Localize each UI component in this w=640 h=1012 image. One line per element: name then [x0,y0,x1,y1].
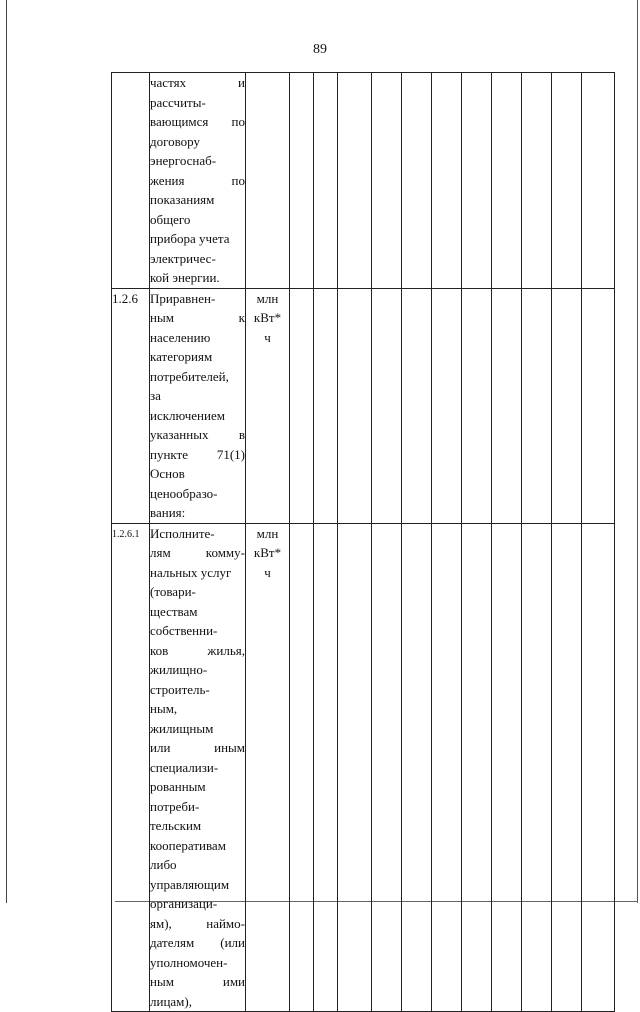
row-description [150,288,246,523]
description-text: общего [150,211,191,227]
value-cell [290,73,314,289]
value-cell [522,288,552,523]
data-table [111,72,615,1012]
description-line [150,602,245,622]
description-line [150,249,245,269]
description-text: ществам [150,603,198,619]
description-text: электричес- [150,250,216,266]
description-text: потреби- [150,798,200,814]
description-text: управляющим [150,876,230,892]
description-text: рованным [150,779,206,794]
row-description [150,523,246,1012]
description-text-end: жилья, [207,642,245,658]
description-line [150,563,245,583]
description-line [150,484,245,504]
description-text-end: и [238,75,245,90]
description-text: (товари- [150,584,196,599]
description-line [150,289,245,309]
description-text: собственни- [150,623,218,638]
description-line [150,953,245,973]
description-text: нальных услуг [150,564,232,580]
description-text: населению [150,329,211,345]
description-line [150,738,245,758]
description-line [150,524,245,544]
unit-text: млн [256,290,279,306]
description-line [150,132,245,152]
description-line [150,171,245,191]
description-text: Приравнен- [150,290,216,306]
value-cell [432,288,462,523]
description-line [150,464,245,484]
description-line [150,875,245,895]
description-text: частях [150,75,187,90]
value-cell [314,288,338,523]
description-text-end: ими [222,974,245,989]
value-cell [462,73,492,289]
unit-text: млн [256,525,279,541]
description-text-end: к [238,310,245,325]
description-line [150,855,245,875]
page-number: 89 [313,42,327,57]
description-line [150,699,245,719]
description-text-end: по [231,172,245,188]
value-cell [552,288,582,523]
table-row [112,73,615,289]
value-cell [582,73,615,289]
value-cell [552,523,582,1012]
description-text-end: комму- [205,545,245,560]
description-text: категориям [150,349,213,364]
description-line [150,425,245,445]
row-unit [246,523,290,1012]
description-text: указанных [150,427,209,442]
description-line [150,367,245,387]
description-line [150,933,245,953]
description-text-end: (или [220,935,245,950]
value-cell [462,288,492,523]
value-cell [402,73,432,289]
description-line [150,93,245,113]
value-cell [582,288,615,523]
description-text: дателям [150,935,195,950]
description-line [150,503,245,523]
description-line [150,992,245,1012]
description-line [150,112,245,132]
value-cell [290,523,314,1012]
description-text: жилищно- [150,662,208,677]
row-number: 1.2.6 [112,288,150,523]
description-text-end: 71(1) [216,446,245,462]
description-line [150,797,245,817]
description-text: кооперативам [150,837,226,853]
table-row [112,523,615,1012]
description-text: либо [150,857,177,872]
description-line [150,972,245,992]
description-text-end: иным [214,740,245,755]
value-cell [314,73,338,289]
value-cell [462,523,492,1012]
description-line [150,894,245,914]
description-line [150,660,245,680]
table-row [112,288,615,523]
value-cell [372,523,402,1012]
description-line [150,386,245,406]
description-text: за [150,388,161,403]
description-text: лям [150,545,171,560]
description-line [150,210,245,230]
description-text: организаци- [150,896,218,911]
description-line [150,543,245,563]
description-text: рассчиты- [150,94,206,110]
description-text: или [150,740,171,755]
value-cell [338,73,372,289]
description-line [150,816,245,836]
description-text: Исполните- [150,525,215,541]
description-line [150,347,245,367]
description-line [150,582,245,602]
row-unit [246,73,290,289]
description-text: кой энергии. [150,270,220,285]
description-text: жения [150,172,185,188]
row-number: 1.2.6.1 [112,523,150,1012]
description-text: исключением [150,407,225,423]
value-cell [338,523,372,1012]
row-number [112,73,150,289]
description-text: ным [150,310,174,325]
description-text: ным, [150,701,178,716]
description-text: вающимся [150,114,209,129]
description-text: потребителей, [150,368,229,384]
unit-text: ч [264,564,271,580]
description-line [150,621,245,641]
description-line [150,190,245,210]
description-text-end: по [231,114,245,129]
value-cell [492,288,522,523]
description-text-end: в [238,427,245,442]
value-cell [432,523,462,1012]
value-cell [552,73,582,289]
description-text: лицам), [150,993,192,1009]
description-text: специализи- [150,759,219,775]
description-line [150,268,245,288]
row-unit [246,288,290,523]
unit-text: кВт* [253,545,282,560]
description-line [150,641,245,661]
value-cell [522,73,552,289]
description-line [150,680,245,700]
description-text: ям), [150,915,172,931]
description-text: ков [150,642,169,658]
unit-text: ч [264,329,271,345]
description-line [150,73,245,93]
value-cell [432,73,462,289]
description-text: прибора учета [150,231,230,246]
description-text: показаниям [150,192,215,207]
description-line [150,777,245,797]
description-text: уполномочен- [150,954,228,970]
value-cell [372,73,402,289]
row-description [150,73,246,289]
value-cell [492,523,522,1012]
value-cell [522,523,552,1012]
value-cell [314,523,338,1012]
description-text: строитель- [150,681,210,697]
value-cell [338,288,372,523]
description-line [150,758,245,778]
description-line [150,406,245,426]
description-line [150,229,245,249]
description-line [150,836,245,856]
description-line [150,445,245,465]
description-text: энергоснаб- [150,153,217,168]
description-line [150,151,245,171]
description-line [150,914,245,934]
description-text: жилищным [150,720,214,736]
value-cell [290,288,314,523]
value-cell [402,288,432,523]
description-text-end: наймо- [206,915,245,931]
unit-text: кВт* [253,310,282,325]
description-text: пункте [150,446,189,462]
value-cell [582,523,615,1012]
description-line [150,308,245,328]
description-text: вания: [150,505,186,520]
description-text: договору [150,133,201,149]
value-cell [372,288,402,523]
description-line [150,719,245,739]
description-line [150,328,245,348]
value-cell [492,73,522,289]
description-text: ным [150,974,174,989]
value-cell [402,523,432,1012]
description-text: тельским [150,818,202,833]
description-text: ценообразо- [150,485,218,501]
description-text: Основ [150,466,185,481]
